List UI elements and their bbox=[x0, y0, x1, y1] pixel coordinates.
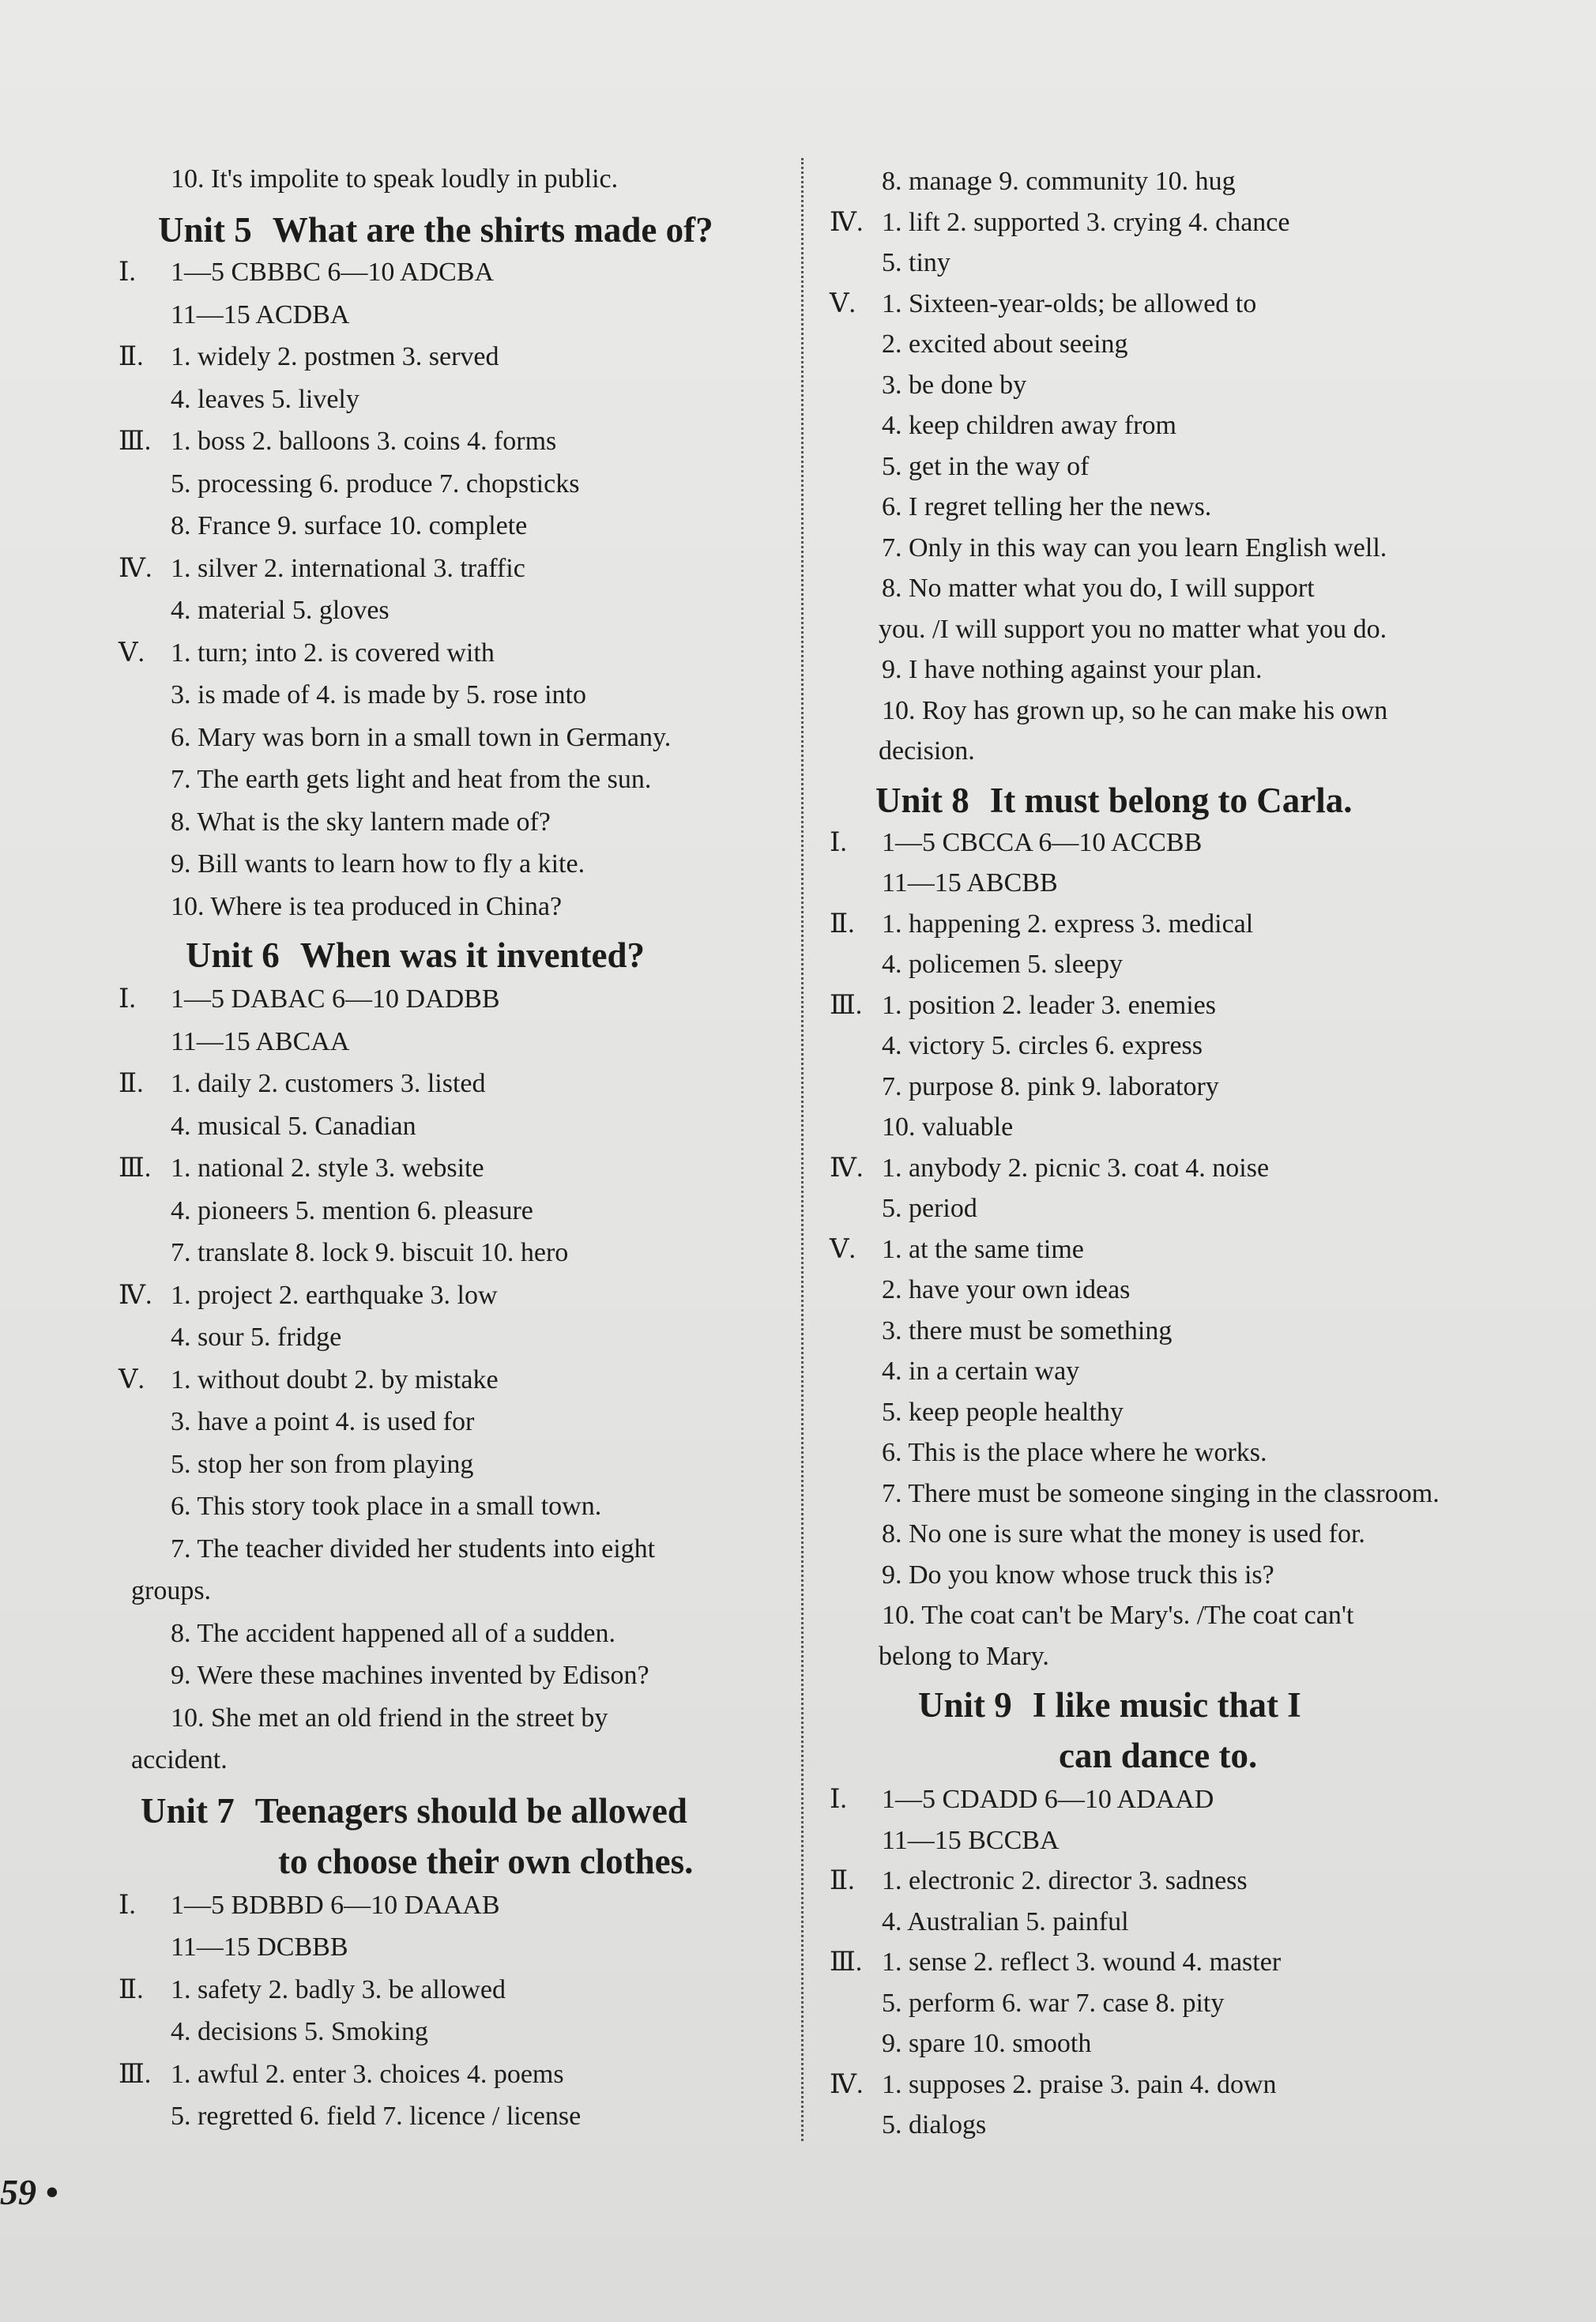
answer-line bbox=[119, 1405, 474, 1439]
answer-text: 7. The earth gets light and heat from the sun. bbox=[171, 765, 652, 794]
answer-line bbox=[830, 246, 950, 280]
answer-line bbox=[119, 1930, 348, 1965]
unit-title: I like music that I bbox=[1032, 1685, 1301, 1725]
answer-line bbox=[119, 1151, 484, 1186]
answer-text: 1. anybody 2. picnic 3. coat 4. noise bbox=[882, 1153, 1270, 1183]
answer-text: 9. Do you know whose truck this is? bbox=[882, 1560, 1274, 1590]
answer-text: 3. there must be something bbox=[882, 1315, 1173, 1345]
answer-line bbox=[119, 1658, 649, 1693]
answer-text: 4. material 5. gloves bbox=[171, 596, 390, 625]
answer-line bbox=[830, 1395, 1124, 1430]
answer-line bbox=[830, 1273, 1130, 1308]
answer-text: 3. is made of 4. is made by 5. rose into bbox=[171, 680, 586, 709]
answer-line bbox=[830, 164, 1236, 199]
section-number: Ⅱ. bbox=[119, 342, 144, 371]
answer-line bbox=[830, 490, 1211, 525]
answer-text: 7. translate 8. lock 9. biscuit 10. hero bbox=[171, 1238, 569, 1267]
answer-text: 9. I have nothing against your plan. bbox=[882, 655, 1263, 684]
answer-line bbox=[119, 1532, 655, 1567]
answer-text: 6. This story took place in a small town. bbox=[171, 1492, 602, 1521]
answer-text: 9. Bill wants to learn how to fly a kite. bbox=[171, 849, 585, 879]
answer-text: 1—5 DABAC 6—10 DADBB bbox=[171, 984, 500, 1014]
unit-title: It must belong to Carla. bbox=[989, 780, 1353, 820]
answer-line bbox=[830, 1151, 1269, 1186]
answer-text: 4. musical 5. Canadian bbox=[171, 1111, 416, 1141]
answer-text: 6. I regret telling her the news. bbox=[882, 492, 1212, 521]
answer-text: 4. keep children away from bbox=[882, 411, 1176, 440]
answer-line bbox=[830, 653, 1263, 687]
answer-text: 1—5 CBCCA 6—10 ACCBB bbox=[882, 827, 1203, 857]
answer-line bbox=[830, 368, 1026, 403]
section-number: Ⅲ. bbox=[119, 427, 152, 456]
section-number: Ⅴ. bbox=[119, 1364, 145, 1394]
answer-text: 1. awful 2. enter 3. choices 4. poems bbox=[171, 2059, 564, 2089]
answer-text: 11—15 ABCAA bbox=[171, 1026, 350, 1056]
answer-line bbox=[119, 678, 586, 713]
answer-line bbox=[830, 1782, 1214, 1817]
answer-line bbox=[119, 982, 500, 1017]
answer-text: 4. sour 5. fridge bbox=[171, 1323, 342, 1352]
answer-line bbox=[830, 408, 1176, 443]
answer-line bbox=[119, 1973, 506, 2008]
section-number: Ⅰ. bbox=[830, 827, 847, 857]
answer-line bbox=[830, 1517, 1365, 1552]
unit-heading-continued bbox=[278, 1839, 693, 1884]
answer-line bbox=[119, 1236, 568, 1270]
answer-text: 1. national 2. style 3. website bbox=[171, 1153, 484, 1183]
unit-label: Unit 9 bbox=[918, 1685, 1012, 1725]
answer-line bbox=[830, 826, 1202, 860]
answer-text: 4. leaves 5. lively bbox=[171, 384, 359, 414]
answer-line bbox=[830, 947, 1123, 982]
answer-text: 1—5 BDBBD 6—10 DAAAB bbox=[171, 1890, 500, 1920]
answer-line bbox=[830, 612, 1387, 647]
answer-text: 9. spare 10. smooth bbox=[882, 2029, 1092, 2058]
answer-line bbox=[830, 694, 1387, 728]
answer-text: 4. decisions 5. Smoking bbox=[171, 2017, 428, 2046]
answer-text: 1. supposes 2. praise 3. pain 4. down bbox=[882, 2069, 1277, 2099]
unit-title: What are the shirts made of? bbox=[272, 210, 713, 250]
unit-label: Unit 8 bbox=[875, 780, 969, 820]
answer-text: 1. boss 2. balloons 3. coins 4. forms bbox=[171, 427, 557, 456]
answer-text: 8. What is the sky lantern made of? bbox=[171, 807, 551, 837]
unit-title: Teenagers should be allowed bbox=[254, 1790, 687, 1831]
answer-text: 11—15 ACDBA bbox=[171, 299, 350, 329]
answer-text: 5. processing 6. produce 7. chopsticks bbox=[171, 469, 580, 499]
answer-text: 1—5 CDADD 6—10 ADAAD bbox=[882, 1785, 1214, 1814]
answer-line bbox=[830, 531, 1387, 566]
answer-line bbox=[119, 1447, 473, 1482]
section-number: Ⅳ. bbox=[119, 553, 152, 583]
answer-line bbox=[119, 1888, 500, 1923]
section-number: Ⅴ. bbox=[830, 1234, 856, 1264]
answer-line bbox=[830, 1191, 977, 1226]
answer-text: 1. position 2. leader 3. enemies bbox=[882, 990, 1217, 1020]
section-number: Ⅰ. bbox=[830, 1785, 847, 1814]
answer-line bbox=[830, 1354, 1079, 1389]
answer-text: 4. victory 5. circles 6. express bbox=[882, 1031, 1203, 1060]
answer-line bbox=[830, 1233, 1084, 1267]
answer-line bbox=[119, 424, 556, 459]
unit-title: When was it invented? bbox=[299, 935, 646, 975]
unit-title: can dance to. bbox=[1059, 1736, 1258, 1775]
section-number: Ⅳ. bbox=[830, 2069, 864, 2099]
unit-title: to choose their own clothes. bbox=[278, 1841, 694, 1881]
answer-line bbox=[119, 1025, 349, 1059]
section-number: Ⅲ. bbox=[830, 1948, 863, 1977]
answer-text: 11—15 ABCBB bbox=[882, 868, 1058, 898]
answer-text: 5. period bbox=[882, 1194, 977, 1223]
answer-line bbox=[830, 1110, 1013, 1145]
answer-line bbox=[830, 2027, 1091, 2061]
answer-text: 5. regretted 6. field 7. licence / license bbox=[171, 2102, 582, 2131]
answer-text: 11—15 BCCBA bbox=[882, 1825, 1060, 1855]
answer-text: 2. have your own ideas bbox=[882, 1275, 1131, 1304]
section-number: Ⅲ. bbox=[119, 2059, 152, 2089]
answer-line bbox=[119, 2057, 564, 2092]
answer-line bbox=[830, 1477, 1440, 1511]
section-number: Ⅰ. bbox=[119, 258, 136, 287]
unit-heading bbox=[918, 1683, 1301, 1727]
answer-line bbox=[119, 847, 585, 882]
answer-line bbox=[830, 907, 1253, 942]
answer-text: 1. Sixteen-year-olds; be allowed to bbox=[882, 288, 1257, 318]
answer-text: 7. There must be someone singing in the classroom. bbox=[882, 1478, 1440, 1508]
answer-line bbox=[830, 1436, 1267, 1470]
answer-text: 8. No one is sure what the money is used for. bbox=[882, 1519, 1365, 1549]
answer-line bbox=[830, 1986, 1224, 2021]
answer-line bbox=[830, 734, 975, 769]
answer-line bbox=[119, 551, 525, 586]
answer-line bbox=[830, 1864, 1248, 1899]
answer-text: 1. without doubt 2. by mistake bbox=[171, 1364, 499, 1394]
answer-line bbox=[119, 298, 349, 333]
answer-line bbox=[79, 1574, 211, 1609]
answer-text: 1. safety 2. badly 3. be allowed bbox=[171, 1974, 506, 2004]
answer-line bbox=[830, 1945, 1281, 1980]
unit-heading bbox=[158, 208, 713, 252]
answer-line bbox=[830, 2068, 1277, 2102]
answer-line bbox=[119, 1363, 499, 1398]
unit-heading-continued bbox=[1059, 1733, 1257, 1778]
answer-text: 1. at the same time bbox=[882, 1234, 1084, 1264]
unit-label: Unit 5 bbox=[158, 210, 252, 250]
answer-line bbox=[119, 1194, 533, 1229]
answer-text: 1—5 CBBBC 6—10 ADCBA bbox=[171, 258, 495, 287]
answer-line bbox=[830, 866, 1058, 901]
answer-text: 1. sense 2. reflect 3. wound 4. master bbox=[882, 1948, 1282, 1977]
answer-line bbox=[830, 450, 1090, 484]
answer-line bbox=[830, 1314, 1172, 1349]
answer-text: 7. purpose 8. pink 9. laboratory bbox=[882, 1071, 1219, 1101]
section-number: Ⅱ. bbox=[830, 1866, 855, 1895]
answer-text: decision. bbox=[879, 736, 975, 766]
answer-line bbox=[830, 1905, 1129, 1940]
answer-line bbox=[119, 805, 551, 840]
section-number: Ⅴ. bbox=[830, 288, 856, 318]
unit-label: Unit 7 bbox=[141, 1790, 235, 1831]
answer-text: 9. Were these machines invented by Edison? bbox=[171, 1661, 649, 1690]
answer-text: 4. in a certain way bbox=[882, 1357, 1080, 1386]
answer-text: 8. The accident happened all of a sudden. bbox=[171, 1618, 615, 1648]
page-number: 59 • bbox=[0, 2172, 58, 2212]
answer-line bbox=[830, 571, 1315, 606]
answer-text: 5. keep people healthy bbox=[882, 1397, 1124, 1427]
answer-line bbox=[119, 509, 527, 544]
answer-line bbox=[830, 1639, 1049, 1674]
answer-text: 2. excited about seeing bbox=[882, 329, 1128, 359]
column-divider bbox=[801, 158, 804, 2141]
answer-text: 1. turn; into 2. is covered with bbox=[171, 638, 495, 668]
answer-text: 1. electronic 2. director 3. sadness bbox=[882, 1866, 1248, 1895]
answer-line bbox=[830, 205, 1289, 240]
answer-text: 8. manage 9. community 10. hug bbox=[882, 167, 1236, 196]
answer-text: 5. stop her son from playing bbox=[171, 1449, 474, 1479]
section-number: Ⅱ. bbox=[119, 1069, 144, 1098]
answer-line bbox=[119, 762, 651, 797]
answer-text: 10. valuable bbox=[882, 1112, 1014, 1142]
answer-text: 8. No matter what you do, I will support bbox=[882, 574, 1315, 603]
section-number: Ⅰ. bbox=[119, 1890, 136, 1920]
answer-text: 10. The coat can't be Mary's. /The coat can't bbox=[882, 1601, 1354, 1630]
section-number: Ⅳ. bbox=[830, 1153, 864, 1183]
answer-line bbox=[119, 2015, 428, 2049]
section-number: Ⅱ. bbox=[119, 1974, 144, 2004]
answer-line bbox=[830, 1823, 1060, 1858]
answer-text: 10. Where is tea produced in China? bbox=[171, 891, 563, 921]
answer-text: you. /I will support you no matter what you do. bbox=[879, 614, 1387, 644]
section-number: Ⅱ. bbox=[830, 909, 855, 939]
answer-line bbox=[119, 1067, 486, 1101]
section-number: Ⅲ. bbox=[830, 990, 863, 1020]
answer-text: 1. happening 2. express 3. medical bbox=[882, 909, 1254, 939]
answer-text: 5. tiny bbox=[882, 248, 950, 277]
section-number: Ⅳ. bbox=[830, 207, 864, 237]
unit-heading bbox=[186, 933, 645, 977]
answer-line bbox=[79, 1743, 228, 1778]
answer-text: 1. widely 2. postmen 3. served bbox=[171, 342, 499, 371]
answer-line bbox=[830, 327, 1128, 362]
answer-line bbox=[119, 721, 671, 755]
answer-text: 4. policemen 5. sleepy bbox=[882, 950, 1123, 979]
answer-line bbox=[119, 890, 562, 924]
answer-text: 10. She met an old friend in the street by bbox=[171, 1703, 608, 1733]
answer-text: 6. Mary was born in a small town in Germany. bbox=[171, 722, 672, 752]
answer-text: accident. bbox=[131, 1745, 228, 1774]
answer-text: 7. The teacher divided her students into eight bbox=[171, 1534, 656, 1564]
answer-text: 11—15 DCBBB bbox=[171, 1932, 348, 1962]
answer-line bbox=[119, 2099, 581, 2134]
answer-line bbox=[119, 1109, 416, 1144]
answer-text: 4. pioneers 5. mention 6. pleasure bbox=[171, 1195, 533, 1225]
answer-line bbox=[119, 593, 390, 628]
answer-line bbox=[830, 1598, 1353, 1633]
answer-text: belong to Mary. bbox=[879, 1641, 1049, 1671]
answer-line bbox=[119, 1320, 341, 1355]
answer-line bbox=[119, 636, 495, 671]
answer-text: 3. be done by bbox=[882, 370, 1027, 400]
section-number: Ⅲ. bbox=[119, 1153, 152, 1183]
answer-text: 5. perform 6. war 7. case 8. pity bbox=[882, 1988, 1225, 2018]
answer-text: 4. Australian 5. painful bbox=[882, 1906, 1129, 1936]
answer-text: 1. daily 2. customers 3. listed bbox=[171, 1069, 486, 1098]
answer-text: 8. France 9. surface 10. complete bbox=[171, 511, 528, 540]
answer-text: 1. project 2. earthquake 3. low bbox=[171, 1280, 498, 1310]
answer-line bbox=[119, 1701, 608, 1736]
answer-line bbox=[119, 1489, 601, 1524]
answer-text: 3. have a point 4. is used for bbox=[171, 1407, 475, 1436]
answer-line bbox=[119, 340, 499, 374]
answer-text: 1. silver 2. international 3. traffic bbox=[171, 553, 525, 583]
unit-heading bbox=[141, 1789, 687, 1833]
section-number: Ⅳ. bbox=[119, 1280, 152, 1310]
answer-line bbox=[830, 1070, 1219, 1105]
answer-text: 1. lift 2. supported 3. crying 4. chance bbox=[882, 207, 1290, 237]
unit-heading bbox=[875, 778, 1353, 822]
answer-line bbox=[119, 382, 359, 417]
section-number: Ⅴ. bbox=[119, 638, 145, 668]
unit-label: Unit 6 bbox=[186, 935, 280, 975]
answer-line bbox=[830, 287, 1256, 322]
answer-line bbox=[119, 1278, 498, 1313]
answer-text: 6. This is the place where he works. bbox=[882, 1438, 1267, 1467]
answer-line bbox=[830, 2108, 986, 2143]
answer-line bbox=[830, 988, 1216, 1023]
answer-text: 5. dialogs bbox=[882, 2110, 987, 2139]
answer-text: groups. bbox=[131, 1576, 212, 1605]
answer-line: 10. It's impolite to speak loudly in public. bbox=[171, 164, 619, 194]
section-number: Ⅰ. bbox=[119, 984, 136, 1014]
answer-line bbox=[119, 1616, 615, 1651]
answer-text: 7. Only in this way can you learn English well. bbox=[882, 533, 1387, 563]
answer-line bbox=[119, 467, 579, 502]
answer-text: 5. get in the way of bbox=[882, 451, 1090, 481]
answer-line bbox=[119, 255, 494, 290]
answer-line bbox=[830, 1558, 1274, 1593]
answer-line bbox=[830, 1029, 1203, 1063]
answer-text: 10. Roy has grown up, so he can make his own bbox=[882, 695, 1388, 725]
